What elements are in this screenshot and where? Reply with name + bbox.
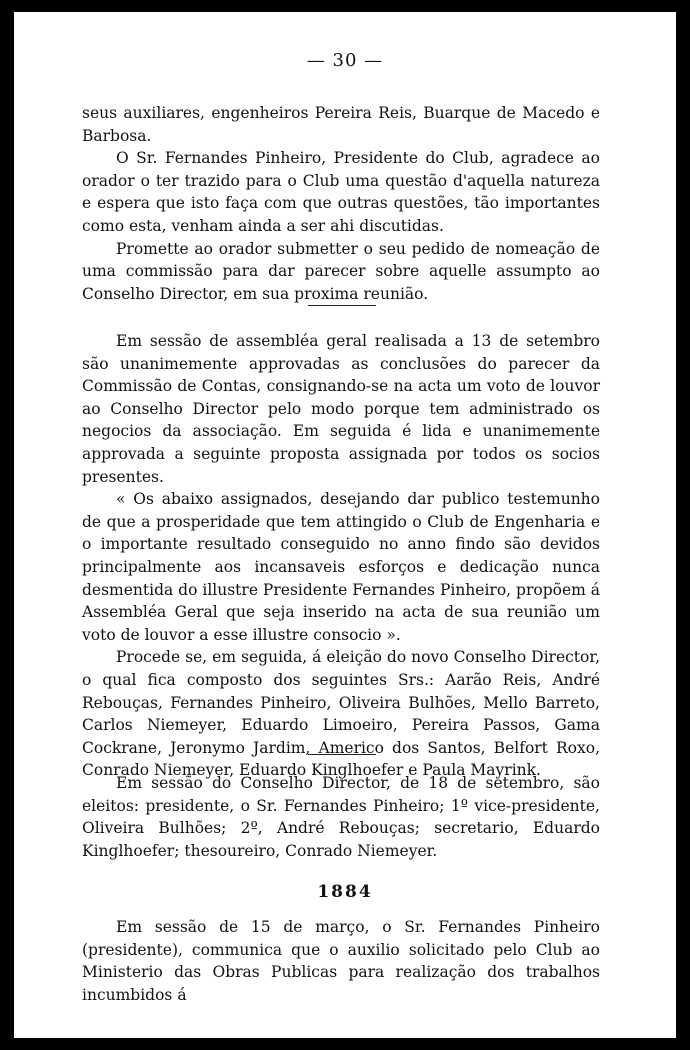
paragraph: O Sr. Fernandes Pinheiro, Presidente do Club, agradece ao orador o ter trazido para o Club uma questão d'aquella natureza e espera que isto faça com que outras questões, tão importantes como esta, venham ainda a ser ahi discutidas. [82, 149, 600, 235]
section-divider [308, 305, 376, 306]
paragraph: « Os abaixo assignados, desejando dar publico testemunho de que a prosperidade que tem attingido o Club de Engenharia e o importante resultado conseguido no anno findo são devidos principalmente aos incansaveis esforços e dedicação nunca desmentida do illustre Presidente Fernandes Pinheiro, propõem á Assembléa Geral que seja inserido na acta de sua reunião um voto de louvor a esse illustre consocio ». [82, 490, 600, 644]
page-number: — 30 — [306, 50, 384, 71]
text-block-4 [82, 916, 600, 1006]
paragraph: Em sessão do Conselho Director, de 18 de setembro, são eleitos: presidente, o Sr. Fernandes Pinheiro; 1º vice-presidente, Oliveira Bulhões; 2º, André Rebouças; secretario, Eduardo Kinglhoefer; thesoureiro, Conrado Niemeyer. [82, 774, 600, 860]
paragraph: Promette ao orador submetter o seu pedido de nomeação de uma commissão para dar parecer sobre aquelle assumpto ao Conselho Director, em sua proxima reunião. [82, 239, 600, 303]
paragraph: Em sessão de 15 de março, o Sr. Fernandes Pinheiro (presidente), communica que o auxilio solicitado pelo Club ao Ministerio das Obras Publicas para realização dos trabalhos incumbidos á [82, 918, 600, 1004]
text-block-1 [82, 102, 600, 305]
paragraph: Procede se, em seguida, á eleição do novo Conselho Director, o qual fica composto dos seguintes Srs.: Aarão Reis, André Rebouças, Fernandes Pinheiro, Oliveira Bulhões, Mello Barreto, Carlos Niemeyer, Eduardo Limoeiro, Pereira Passos, Gama Cockrane, Jeronymo Jardim, Americo dos Santos, Belfort Roxo, Conrado Niemeyer, Eduardo Kinglhoefer e Paula Mayrink. [82, 648, 600, 780]
paragraph: seus auxiliares, engenheiros Pereira Reis, Buarque de Macedo e Barbosa. [82, 104, 600, 145]
paragraph: Em sessão de assembléa geral realisada a 13 de setembro são unanimemente approvadas as conclusões do parecer da Commissão de Contas, consignando-se na acta um voto de louvor ao Conselho Director pelo modo porque tem administrado os negocios da associação. Em seguida é lida e unanimemente approvada a seguinte proposta assignada por todos os socios presentes. [82, 332, 600, 486]
document-page [14, 12, 676, 1038]
text-block-3 [82, 772, 600, 862]
text-block-2 [82, 330, 600, 782]
section-divider [308, 754, 376, 755]
year-heading: 1884 [317, 882, 373, 902]
